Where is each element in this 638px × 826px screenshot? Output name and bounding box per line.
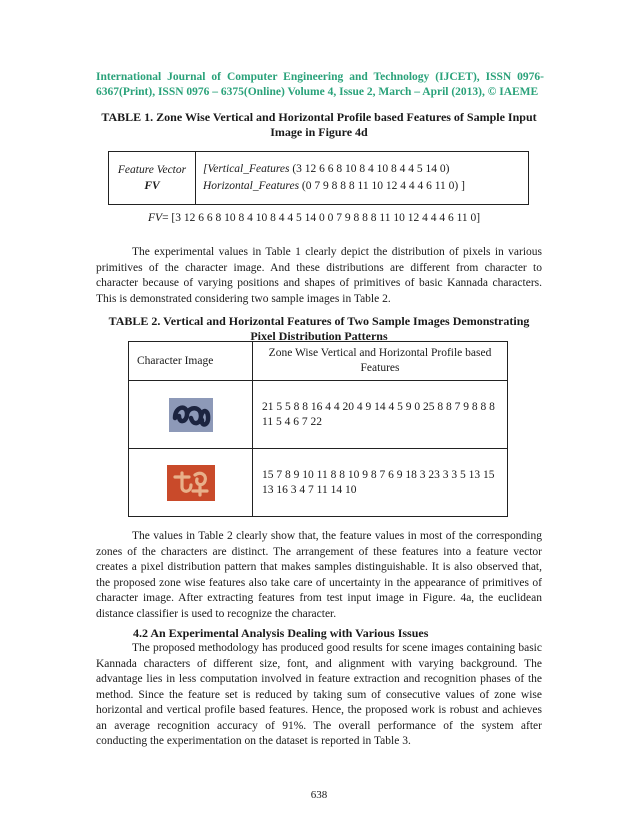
table2-row (129, 381, 508, 449)
table2-header-features: Zone Wise Vertical and Horizontal Profile based Features (253, 342, 508, 381)
table2 (128, 341, 508, 517)
section-heading: 4.2 An Experimental Analysis Dealing with Various Issues (133, 626, 429, 640)
table1 (108, 151, 529, 205)
kannada-character-image-2 (167, 465, 215, 501)
table2-header-row (129, 342, 508, 381)
table2-row2-image-cell (129, 449, 253, 517)
table2-row1-features: 21 5 5 8 8 16 4 4 20 4 9 14 4 5 9 0 25 8 8 7 9 8 8 8 11 5 4 6 7 22 (253, 381, 508, 449)
table2-header-character-image: Character Image (129, 342, 253, 381)
equation-rhs: = [3 12 6 6 8 10 8 4 10 8 4 4 5 14 0 0 7 9 8 8 8 11 10 12 4 4 4 6 11 0] (162, 212, 481, 224)
table1-values-cell (196, 152, 529, 205)
table1-vertical-line (203, 161, 528, 178)
table2-row (129, 449, 508, 517)
horizontal-features-label: Horizontal_Features (203, 180, 300, 192)
table2-row1-image-cell (129, 381, 253, 449)
table2-caption-line1: TABLE 2. Vertical and Horizontal Features of Two Sample Images Demonstrating (108, 314, 530, 328)
journal-header: International Journal of Computer Engineering and Technology (IJCET), ISSN 0976-6367(Print), ISSN 0976 – 6375(Online) Volume 4, Issue 2, March – April (2013), © IAEME (96, 71, 544, 98)
vertical-features-label: [Vertical_Features (203, 163, 290, 175)
table1-row-label (109, 152, 196, 205)
table1-row (109, 152, 529, 205)
table1-caption-line1: TABLE 1. Zone Wise Vertical and Horizontal Profile based Features of Sample Input (101, 110, 537, 124)
table1-row-label-line1: Feature Vector (117, 164, 187, 176)
table1-caption-line2: Image in Figure 4d (270, 125, 368, 139)
table1-caption (96, 110, 542, 140)
table2-caption-line2: Pixel Distribution Patterns (250, 329, 388, 343)
paragraph-1: The experimental values in Table 1 clearly depict the distribution of pixels in various primitives of the character image. And these distributions are different from character to character because of varying positions and shapes of primitives of basic Kannada characters. This is demonstrated considering two sample images in Table 2. (96, 246, 542, 305)
feature-vector-equation (148, 212, 480, 224)
paragraph-2: The values in Table 2 clearly show that, the feature values in most of the corresponding zones of the characters are distinct. The arrangement of these features into a feature vector creates a pixel distribution pattern that makes samples distinguishable. It is also observed that, the proposed zone wise features also take care of uncertainty in the appearance of primitives of character image. After extracting features from test input image in Figure. 4a, the euclidean distance classifier is used to recognize the character. (96, 530, 542, 620)
page-number: 638 (310, 789, 328, 801)
table2-caption (96, 314, 542, 344)
horizontal-features-values: (0 7 9 8 8 8 11 10 12 4 4 4 6 11 0) ] (301, 180, 465, 192)
section-paragraph: The proposed methodology has produced good results for scene images containing basic Kannada characters of different size, font, and alignment with varying background. The advantage lies in less computation involved in feature extraction and recognition phases of the method. Since the feature set is reduced by taking sum of consecutive values of zone wise horizontal and vertical profile based features. Hence, the proposed work is robust and achieves an average recognition accuracy of 91%. The overall performance of the system after conducting the experimentation on the dataset is reported in Table 3. (96, 642, 542, 747)
table2-row2-features: 15 7 8 9 10 11 8 8 10 9 8 7 6 9 18 3 23 3 3 5 13 15 13 16 3 4 7 11 14 10 (253, 449, 508, 517)
table1-row-label-line2: FV (144, 180, 160, 192)
vertical-features-values: (3 12 6 6 8 10 8 4 10 8 4 4 5 14 0) (292, 163, 450, 175)
kannada-character-image-1 (169, 398, 213, 432)
equation-lhs: FV (148, 212, 163, 224)
table1-horizontal-line (203, 178, 528, 195)
